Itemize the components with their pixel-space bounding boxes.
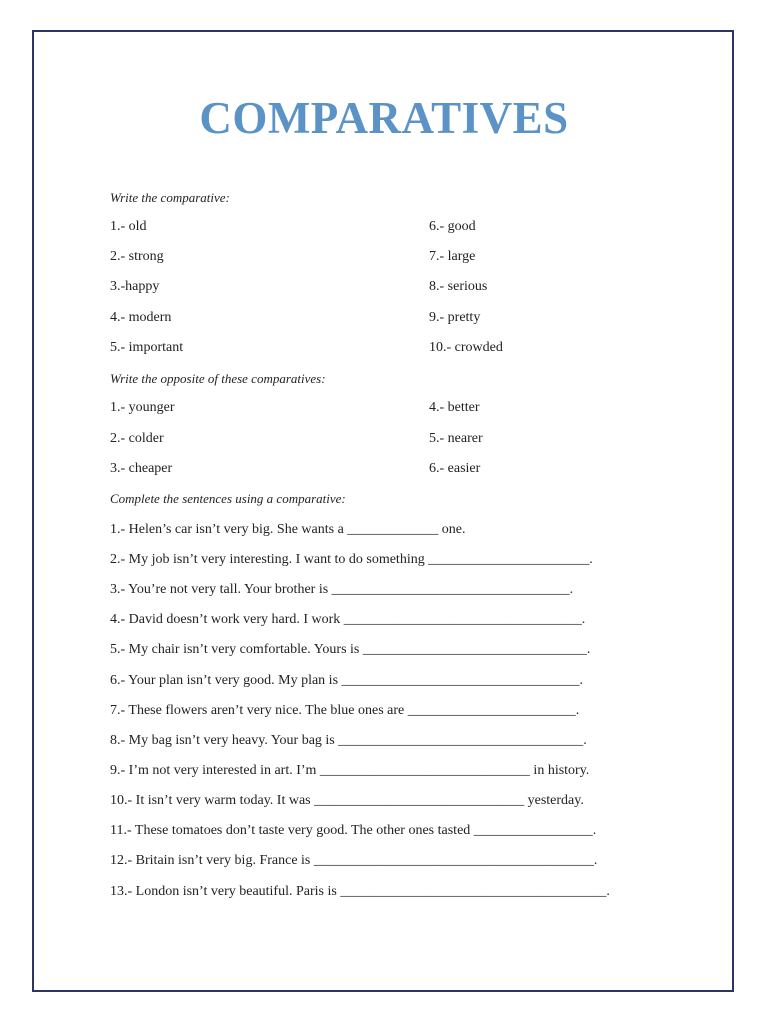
sentence-item: 5.- My chair isn’t very comfortable. Yours is ________________________________. [110, 642, 591, 657]
comparative-item: 7.- large [429, 249, 476, 264]
sentence-item: 2.- My job isn’t very interesting. I want to do something _______________________. [110, 552, 593, 567]
sentence-item: 9.- I’m not very interested in art. I’m ______________________________ in history. [110, 763, 590, 778]
instruction-write-opposite: Write the opposite of these comparatives: [110, 371, 326, 386]
comparative-item: 1.- old [110, 219, 147, 234]
opposite-item: 6.- easier [429, 461, 481, 476]
sentence-item: 7.- These flowers aren’t very nice. The blue ones are ________________________. [110, 703, 580, 718]
opposite-item: 5.- nearer [429, 431, 483, 446]
sentence-item: 11.- These tomatoes don’t taste very good. The other ones tasted _________________. [110, 823, 597, 838]
comparative-item: 5.- important [110, 340, 184, 355]
sentence-item: 3.- You’re not very tall. Your brother is __________________________________. [110, 582, 574, 597]
sentence-item: 13.- London isn’t very beautiful. Paris is ______________________________________. [110, 884, 610, 899]
sentence-item: 1.- Helen’s car isn’t very big. She wants a _____________ one. [110, 522, 466, 537]
comparative-item: 6.- good [429, 219, 476, 234]
comparative-item: 8.- serious [429, 279, 488, 294]
instruction-write-comparative: Write the comparative: [110, 190, 230, 205]
sentence-item: 12.- Britain isn’t very big. France is ________________________________________. [110, 853, 598, 868]
comparative-item: 3.-happy [110, 279, 160, 294]
page-title: COMPARATIVES [199, 93, 569, 143]
comparative-item: 9.- pretty [429, 310, 481, 325]
opposite-item: 1.- younger [110, 400, 175, 415]
page-border [32, 30, 734, 992]
opposite-item: 4.- better [429, 400, 480, 415]
comparative-item: 10.- crowded [429, 340, 503, 355]
opposite-item: 2.- colder [110, 431, 164, 446]
sentence-item: 10.- It isn’t very warm today. It was ______________________________ yesterday. [110, 793, 584, 808]
sentence-item: 4.- David doesn’t work very hard. I work __________________________________. [110, 612, 586, 627]
sentence-item: 6.- Your plan isn’t very good. My plan is __________________________________. [110, 673, 584, 688]
comparative-item: 2.- strong [110, 249, 164, 264]
comparative-item: 4.- modern [110, 310, 172, 325]
sentence-item: 8.- My bag isn’t very heavy. Your bag is ___________________________________. [110, 733, 587, 748]
opposite-item: 3.- cheaper [110, 461, 173, 476]
instruction-complete-sentences: Complete the sentences using a comparative: [110, 491, 346, 506]
